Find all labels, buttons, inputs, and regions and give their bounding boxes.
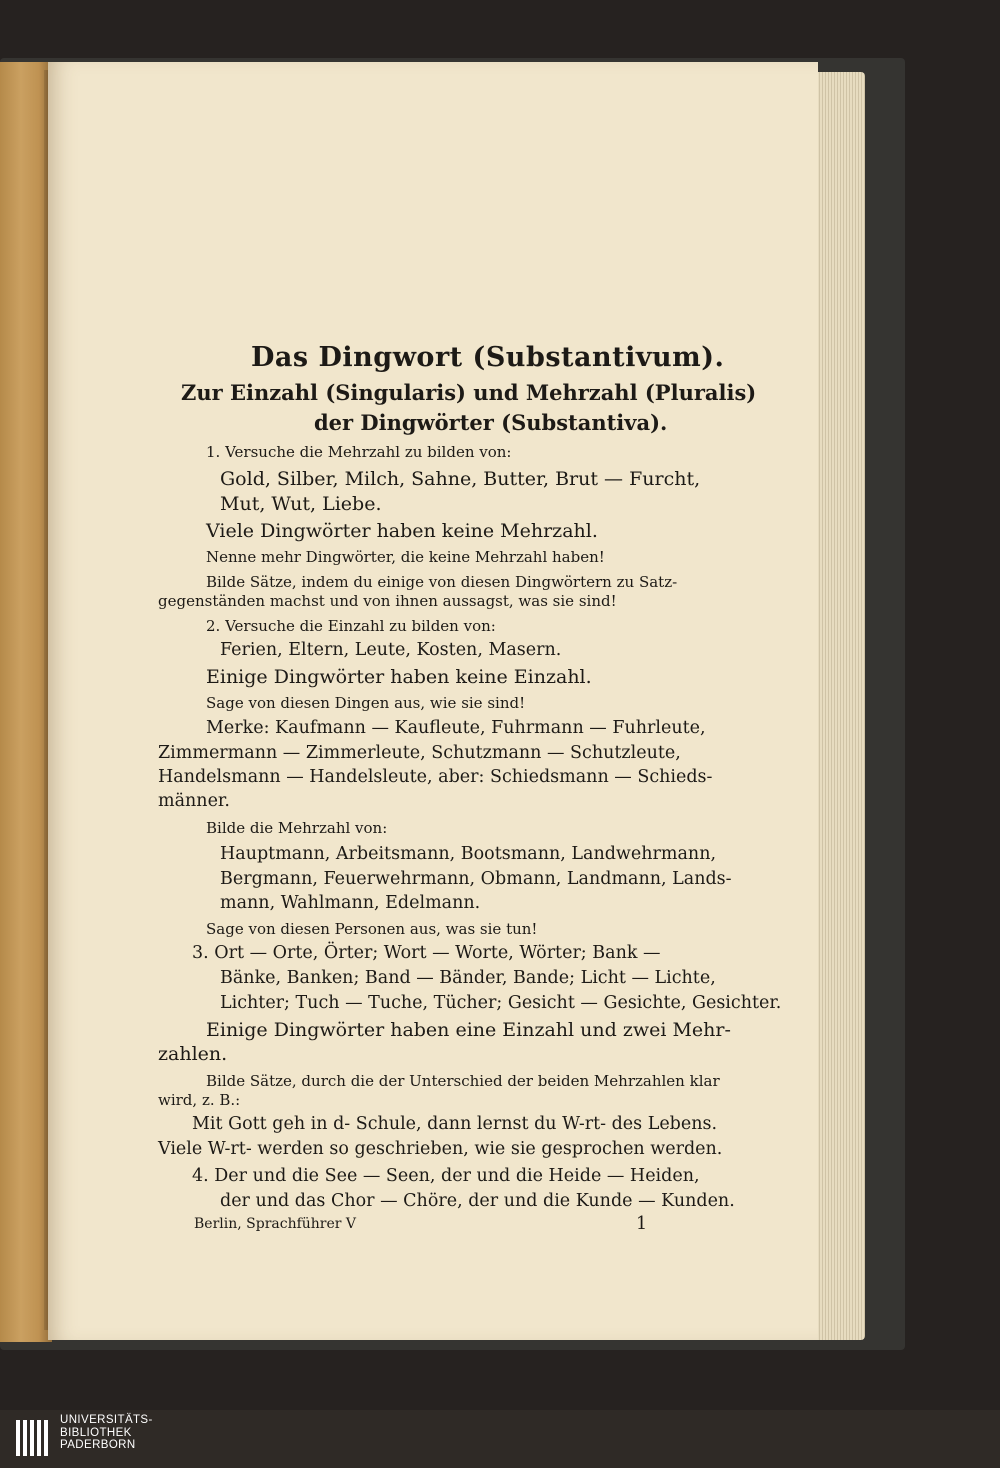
rule-line: Viele Dingwörter haben keine Mehrzahl. xyxy=(206,520,598,542)
text-line: Mut, Wut, Liebe. xyxy=(220,493,382,515)
text-line: gegenständen machst und von ihnen aussagst, was sie sind! xyxy=(158,592,617,610)
text-line: Mit Gott geh in d- Schule, dann lernst du W-rt- des Lebens. xyxy=(192,1114,718,1134)
rule-line: zahlen. xyxy=(158,1043,228,1065)
exercise-3-line: 3. Ort — Orte, Örter; Wort — Worte, Wörter; Bank — xyxy=(192,943,661,963)
exercise-2-instruction: 2. Versuche die Einzahl zu bilden von: xyxy=(206,617,496,635)
subtitle-line-2: der Dingwörter (Substantiva). xyxy=(314,410,668,435)
exercise-4-line: 4. Der und die See — Seen, der und die Heide — Heiden, xyxy=(192,1166,700,1186)
page-number: 1 xyxy=(636,1214,648,1234)
library-logo-icon xyxy=(16,1418,54,1458)
rule-line: Einige Dingwörter haben keine Einzahl. xyxy=(206,666,592,688)
text-line: Bergmann, Feuerwehrmann, Obmann, Landmann, Lands- xyxy=(220,869,732,889)
text-line: männer. xyxy=(158,791,230,811)
library-name-line-2: BIBLIOTHEK xyxy=(60,1426,132,1439)
text-line: Bilde die Mehrzahl von: xyxy=(206,819,388,837)
text-line: Handelsmann — Handelsleute, aber: Schiedsmann — Schieds- xyxy=(158,767,713,787)
book-page xyxy=(48,62,818,1340)
text-line: Sage von diesen Dingen aus, wie sie sind! xyxy=(206,694,526,712)
text-line: Viele W-rt- werden so geschrieben, wie sie gesprochen werden. xyxy=(158,1139,723,1159)
text-line: Bilde Sätze, durch die der Unterschied der beiden Mehrzahlen klar xyxy=(206,1072,720,1090)
text-line: Lichter; Tuch — Tuche, Tücher; Gesicht — Gesichte, Gesichter. xyxy=(220,993,782,1013)
library-name-line-3: PADERBORN xyxy=(60,1439,136,1451)
text-line: Ferien, Eltern, Leute, Kosten, Masern. xyxy=(220,640,562,660)
exercise-1-instruction: 1. Versuche die Mehrzahl zu bilden von: xyxy=(206,443,512,461)
page-title: Das Dingwort (Substantivum). xyxy=(251,342,725,373)
text-line: Bänke, Banken; Band — Bänder, Bande; Licht — Lichte, xyxy=(220,968,716,988)
printer-signature: Berlin, Sprachführer V xyxy=(194,1216,357,1232)
library-name xyxy=(60,1414,153,1452)
text-line: der und das Chor — Chöre, der und die Kunde — Kunden. xyxy=(220,1191,735,1211)
library-name-line-1: UNIVERSITÄTS- xyxy=(60,1414,153,1426)
subtitle-line-1: Zur Einzahl (Singularis) und Mehrzahl (Pluralis) xyxy=(181,380,757,405)
text-line: Hauptmann, Arbeitsmann, Bootsmann, Landwehrmann, xyxy=(220,844,717,864)
text-line: mann, Wahlmann, Edelmann. xyxy=(220,893,481,913)
text-line: Bilde Sätze, indem du einige von diesen Dingwörtern zu Satz- xyxy=(206,573,678,591)
rule-line: Einige Dingwörter haben eine Einzahl und zwei Mehr- xyxy=(206,1019,731,1041)
text-line: Zimmermann — Zimmerleute, Schutzmann — Schutzleute, xyxy=(158,743,681,763)
text-line: Gold, Silber, Milch, Sahne, Butter, Brut — Furcht, xyxy=(220,468,701,490)
text-line: Sage von diesen Personen aus, was sie tun! xyxy=(206,920,538,938)
text-line: wird, z. B.: xyxy=(158,1091,241,1109)
text-line: Nenne mehr Dingwörter, die keine Mehrzahl haben! xyxy=(206,548,605,566)
text-line: Merke: Kaufmann — Kaufleute, Fuhrmann — Fuhrleute, xyxy=(206,718,706,738)
